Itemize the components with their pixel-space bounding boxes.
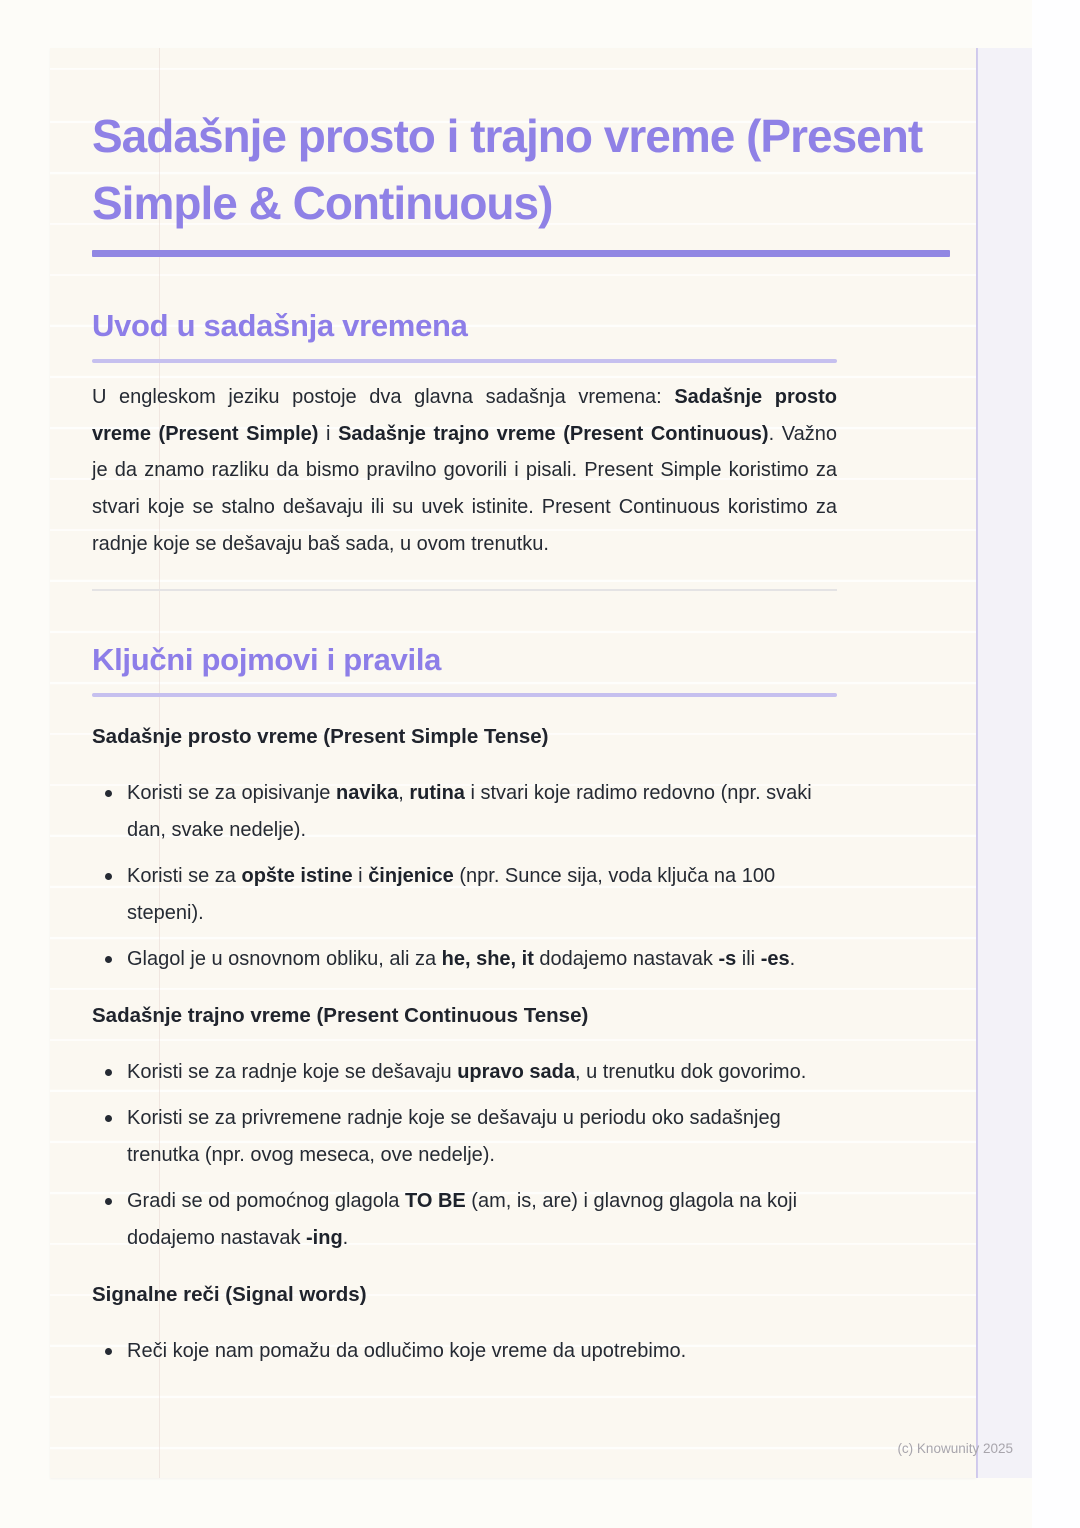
section-heading-underline (92, 359, 837, 363)
section-heading-intro: Uvod u sadašnja vremena (92, 308, 468, 343)
text-run: , (398, 781, 410, 804)
text-run: Koristi se za privremene radnje koje se dešavaju u periodu oko sadašnjeg trenutka (npr. ovog meseca, ove nedelje). (127, 1106, 781, 1166)
text-run: i (318, 422, 339, 445)
section-divider (92, 589, 837, 591)
bullet-list (92, 1054, 837, 1257)
text-run: ili (736, 947, 761, 970)
text-run: (npr. Sunce sija, voda ključa na 100 stepeni). (127, 864, 776, 924)
bullet-list (92, 1333, 837, 1370)
text-run: i stvari koje radimo redovno (npr. svaki dan, svake nedelje). (127, 781, 812, 841)
copyright-watermark: (c) Knowunity 2025 (897, 1441, 1013, 1456)
subsection-heading: Signalne reči (Signal words) (92, 1282, 367, 1306)
list-item (92, 1183, 837, 1257)
text-run: . (342, 1226, 349, 1249)
document-page (50, 48, 976, 1478)
next-page-edge-strip (975, 48, 1032, 1478)
text-run: Gradi se od pomoćnog glagola (127, 1189, 405, 1212)
text-run: U engleskom jeziku postoje dva glavna sadašnja vremena: (92, 386, 675, 408)
text-run: Koristi se za (127, 864, 242, 887)
subsections (92, 723, 837, 1370)
bold-text: TO BE (404, 1189, 466, 1212)
text-run: Koristi se za radnje koje se dešavaju (127, 1060, 458, 1083)
page-content (50, 48, 976, 1370)
bold-text: Sadašnje prosto vreme (Present Simple) (92, 386, 837, 445)
text-run: Glagol je u osnovnom obliku, ali za (127, 947, 442, 970)
list-item (92, 1100, 837, 1174)
text-run: Reči koje nam pomažu da odlučimo koje vreme da upotrebimo. (127, 1339, 687, 1362)
list-item (92, 1333, 837, 1370)
bold-text: -es (760, 947, 790, 970)
bold-text: činjenice (368, 864, 454, 887)
text-run: Koristi se za opisivanje (127, 781, 336, 804)
text-run: , u trenutku dok govorimo. (575, 1060, 807, 1083)
text-run: i (352, 864, 369, 887)
text-run: . (789, 947, 796, 970)
bold-text: opšte istine (241, 864, 353, 887)
bold-text: upravo sada (457, 1060, 576, 1083)
viewer-right-background (1032, 0, 1080, 1528)
subsection-heading: Sadašnje prosto vreme (Present Simple Tense) (92, 724, 549, 748)
intro-paragraph (92, 379, 837, 563)
bold-text: he, she, it (441, 947, 534, 970)
list-item (92, 775, 837, 849)
text-run: . Važno je da znamo razliku da bismo pravilno govorili i pisali. Present Simple koristimo za stvari koje se stalno dešavaju ili su uvek istinite. Present Continuous koristimo za radnje koje se dešavaju baš sada, u ovom trenutku. (92, 422, 837, 555)
bold-text: Sadašnje trajno vreme (Present Continuous) (338, 422, 769, 445)
bold-text: -s (718, 947, 737, 970)
list-item (92, 1054, 837, 1091)
text-run: dodajemo nastavak (533, 947, 719, 970)
section-heading-key-concepts: Ključni pojmovi i pravila (92, 641, 442, 677)
bold-text: navika (335, 781, 399, 804)
list-item (92, 941, 837, 978)
bold-text: rutina (409, 781, 465, 804)
title-divider (92, 250, 950, 257)
section-heading-underline (92, 693, 837, 697)
bold-text: -ing (306, 1226, 343, 1249)
subsection-heading: Sadašnje trajno vreme (Present Continuous Tense) (92, 1003, 589, 1027)
list-item (92, 858, 837, 932)
page-title: Sadašnje prosto i trajno vreme (Present Simple & Continuous) (92, 110, 923, 229)
text-run: (am, is, are) i glavnog glagola na koji dodajemo nastavak (127, 1189, 798, 1249)
bullet-list (92, 775, 837, 978)
